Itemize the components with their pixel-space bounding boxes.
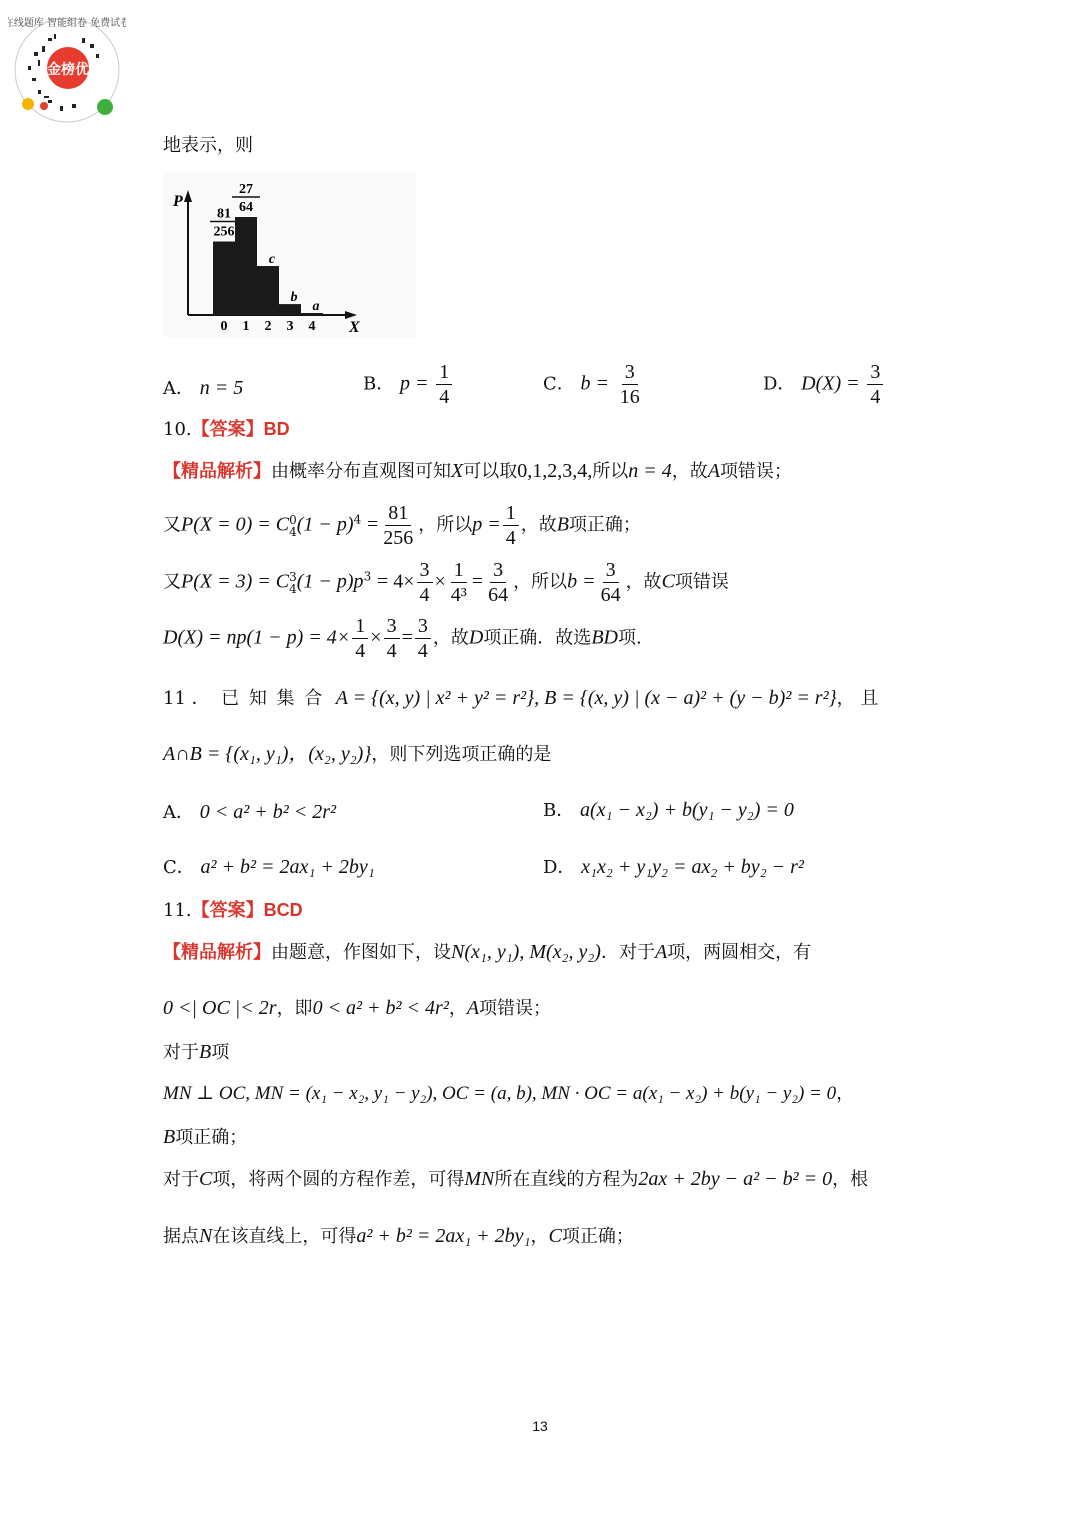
math: 4 <box>417 640 428 662</box>
probability-histogram <box>163 172 416 337</box>
q10-option-b-letter: B． <box>363 373 395 395</box>
math: B <box>199 1041 212 1063</box>
text: 项正确．故选 <box>483 627 592 649</box>
math: D <box>468 626 484 649</box>
x-tick-label: 4 <box>308 319 316 334</box>
math: × <box>434 570 446 593</box>
logo-brand: 金榜优 <box>47 62 89 78</box>
q10-option-d-lhs: D(X) = <box>801 372 860 395</box>
math: 4 <box>386 640 397 662</box>
q10-option-c-den: 16 <box>619 386 640 408</box>
bar-label-numerator: 81 <box>217 206 231 222</box>
math: 1 <box>503 501 519 526</box>
math: 3 <box>415 614 431 639</box>
logo <box>8 8 126 126</box>
y-axis-arrow-icon <box>184 190 192 202</box>
math: p = <box>472 513 501 536</box>
x-tick-label: 0 <box>220 319 228 334</box>
text: ，故 <box>625 571 662 593</box>
math: 1 <box>451 558 467 583</box>
math: MN ⊥ OC, MN = (x₁ − x₂, y₁ − y₂), OC = (a, b), MN · OC = a(x₁ − x₂) + b(y₁ − y₂) = 0 <box>163 1083 837 1104</box>
math: 3 <box>603 558 619 583</box>
math: 0 < a² + b² < 4r² <box>312 997 449 1019</box>
analysis-tag: 【精品解析】 <box>163 942 271 963</box>
bar-label: c <box>268 252 276 268</box>
q11-analysis-line4 <box>163 1082 854 1106</box>
q11-analysis-line2 <box>163 996 551 1021</box>
qr-logo-graphic <box>8 8 126 126</box>
option-expr: a² + b² = 2ax₁ + 2by₁ <box>200 856 375 878</box>
math: = <box>471 570 484 593</box>
q10-analysis-line1 <box>163 459 792 484</box>
math: D(X) = np(1 − p) = 4× <box>163 626 351 649</box>
q10-answer-tag: 【答案】 <box>191 419 264 440</box>
text: 项错误； <box>479 998 552 1019</box>
q11-analysis-line5 <box>163 1125 247 1150</box>
q10-analysis-tag: 【精品解析】 <box>163 461 271 482</box>
text: 已 知 集 合 <box>221 688 325 709</box>
page-number: 13 <box>532 1418 548 1434</box>
text: ．对于 <box>600 942 655 963</box>
q10-option-a-expr: n = 5 <box>199 377 244 399</box>
text: ，即 <box>276 998 313 1019</box>
math: B <box>163 1126 176 1148</box>
math: C <box>199 1168 213 1190</box>
math: A = {(x, y) | x² + y² = r²}, B = {(x, y) | (x − a)² + (y − b)² = r²} <box>335 687 837 709</box>
bar-label: a <box>312 299 320 314</box>
answer-tag: 【答案】 <box>191 900 264 921</box>
text: ， 且 <box>836 688 879 709</box>
math: P(X = 0) = C <box>181 513 290 536</box>
math: 3 <box>490 558 506 583</box>
q10-analysis-line3 <box>163 558 729 607</box>
q10-analysis-line2 <box>163 501 641 550</box>
q11-stem-line2 <box>163 742 551 767</box>
math: C <box>548 1225 562 1247</box>
q11-analysis-line7 <box>163 1224 634 1249</box>
q10-option-d-letter: D． <box>763 373 796 395</box>
text: 所在直线的方程为 <box>494 1169 639 1190</box>
y-axis-label: P <box>173 193 183 210</box>
x-tick-label: 3 <box>286 319 294 334</box>
q10-option-c-letter: C． <box>543 373 575 395</box>
histogram-bar <box>235 217 257 315</box>
math: A∩B = {(x₁, y₁)，(x₂, y₂)} <box>163 743 372 765</box>
text: 在该直线上，可得 <box>212 1226 357 1247</box>
q10-option-c-num: 3 <box>622 360 638 385</box>
math: 0 <box>289 512 297 527</box>
q11-option-a <box>163 800 336 825</box>
text: ，所以 <box>513 571 568 593</box>
histogram-bar <box>213 242 235 315</box>
q10-option-d <box>763 360 885 409</box>
math: 4 <box>419 584 430 606</box>
bar-label: b <box>290 290 298 306</box>
q11-option-c <box>163 855 375 880</box>
text: ， <box>530 1226 549 1247</box>
math: 0 <| OC |< 2r <box>163 997 277 1019</box>
text: ，故 <box>671 461 708 482</box>
answer-prefix: 11. <box>163 900 192 921</box>
math: 2ax + 2by − a² − b² = 0 <box>638 1168 833 1190</box>
text: 又 <box>163 571 181 593</box>
math: 3 <box>289 569 297 584</box>
math: BD <box>591 626 618 649</box>
q10-option-c-lhs: b = <box>580 372 610 395</box>
text: 对于 <box>163 1042 199 1063</box>
math: × <box>370 626 382 649</box>
q10-option-b-num: 1 <box>436 360 452 385</box>
x-tick-label: 2 <box>264 319 272 334</box>
math: 3 <box>384 614 400 639</box>
math: 4 <box>289 524 297 539</box>
math: = <box>401 626 413 649</box>
math: (1 − p) <box>296 513 354 536</box>
text: 项正确； <box>561 1226 634 1247</box>
option-expr: 0 < a² + b² < 2r² <box>199 801 336 823</box>
math: = <box>366 513 379 536</box>
math: 3 <box>417 558 433 583</box>
math: (1 − p)p <box>296 570 364 593</box>
q10-option-b <box>363 360 454 409</box>
text: ，所以 <box>418 514 473 536</box>
text: ，故 <box>520 514 557 536</box>
q10-answer <box>163 417 290 442</box>
text: ，根 <box>832 1169 869 1190</box>
text: ，则下列选项正确的是 <box>371 744 552 765</box>
math: 4 <box>355 640 366 662</box>
math: 4 <box>353 512 362 527</box>
bar-label-denominator: 64 <box>239 200 253 215</box>
text: 所以 <box>592 461 629 482</box>
x-axis-label: X <box>349 319 360 336</box>
bar-label-numerator: 27 <box>239 182 253 197</box>
text: 项，将两个圆的方程作差，可得 <box>212 1169 465 1190</box>
math: 0,1,2,3,4, <box>517 460 593 482</box>
option-letter: C． <box>163 857 195 878</box>
histogram-bar <box>279 304 301 315</box>
math: MN <box>464 1168 495 1190</box>
histogram-bar <box>257 266 279 315</box>
q11-analysis-line1 <box>163 940 811 965</box>
math: B <box>556 513 569 536</box>
math: 3 <box>363 569 372 584</box>
text: ， <box>836 1083 855 1104</box>
q10-analysis-line4 <box>163 614 642 663</box>
math: N(x₁, y₁), M(x₂, y₂) <box>451 941 601 963</box>
math: 4 <box>505 527 516 549</box>
math: P(X = 3) = C <box>181 570 290 593</box>
math: A <box>466 997 480 1019</box>
intro-text: 地表示，则 <box>163 135 253 156</box>
q11-option-d <box>543 855 804 880</box>
q11-analysis-line3 <box>163 1040 229 1065</box>
math: 81 <box>385 501 411 526</box>
q10-answer-value: BD <box>263 419 290 439</box>
answer-value: BCD <box>263 900 303 920</box>
math: 1 <box>352 614 368 639</box>
math: C <box>661 570 675 593</box>
math: 4³ <box>450 584 467 606</box>
math: 64 <box>488 584 509 606</box>
math: X <box>451 460 464 482</box>
option-expr: a(x₁ − x₂) + b(y₁ − y₂) = 0 <box>579 799 794 821</box>
q10-answer-prefix: 10. <box>163 419 192 440</box>
option-letter: A． <box>163 802 194 823</box>
bar-label-denominator: 256 <box>213 224 235 240</box>
q11-answer <box>163 898 303 923</box>
q11-stem-line1 <box>163 686 878 711</box>
text: ， <box>448 998 467 1019</box>
q10-option-c <box>543 360 645 409</box>
text: 项正确； <box>568 514 641 536</box>
q10-option-d-den: 4 <box>870 386 881 408</box>
math: b = <box>567 570 596 593</box>
text: 项错误； <box>719 461 792 482</box>
q10-option-b-den: 4 <box>439 386 450 408</box>
math: A <box>707 460 720 482</box>
q10-option-a <box>163 376 243 401</box>
text: 由概率分布直观图可知 <box>271 461 451 482</box>
question-number: 11 ． <box>163 688 210 709</box>
q10-option-b-lhs: p = <box>399 372 429 395</box>
text: 可以取 <box>463 461 518 482</box>
text: 项. <box>617 627 642 649</box>
histogram-svg <box>163 172 416 337</box>
text: ，故 <box>432 627 469 649</box>
q11-option-b <box>543 798 794 823</box>
math: = 4× <box>376 570 415 593</box>
q10-option-a-letter: A． <box>163 378 194 399</box>
text: 项，两圆相交，有 <box>667 942 812 963</box>
math: a² + b² = 2ax₁ + 2by₁ <box>356 1225 531 1247</box>
q10-option-d-num: 3 <box>867 360 883 385</box>
math: A <box>654 941 668 963</box>
text: 项正确； <box>175 1127 248 1148</box>
math: 256 <box>383 527 414 549</box>
math: 4 <box>289 581 297 596</box>
option-expr: x₁x₂ + y₁y₂ = ax₂ + by₂ − r² <box>581 856 804 878</box>
text: 项错误 <box>674 571 729 593</box>
text: 又 <box>163 514 181 536</box>
logo-ring-text: 在线题库 智能组卷 免费试卷 <box>8 18 126 29</box>
option-letter: B． <box>543 800 575 821</box>
text: 据点 <box>163 1226 199 1247</box>
text: 对于 <box>163 1169 199 1190</box>
text: 由题意，作图如下，设 <box>271 942 451 963</box>
math: 64 <box>600 584 621 606</box>
math: N <box>199 1225 213 1247</box>
math: n = 4 <box>628 460 672 482</box>
text: 项 <box>211 1042 230 1063</box>
x-axis-arrow-icon <box>345 311 357 319</box>
option-letter: D． <box>543 857 576 878</box>
x-tick-label: 1 <box>242 319 250 334</box>
q11-analysis-line6 <box>163 1167 868 1192</box>
